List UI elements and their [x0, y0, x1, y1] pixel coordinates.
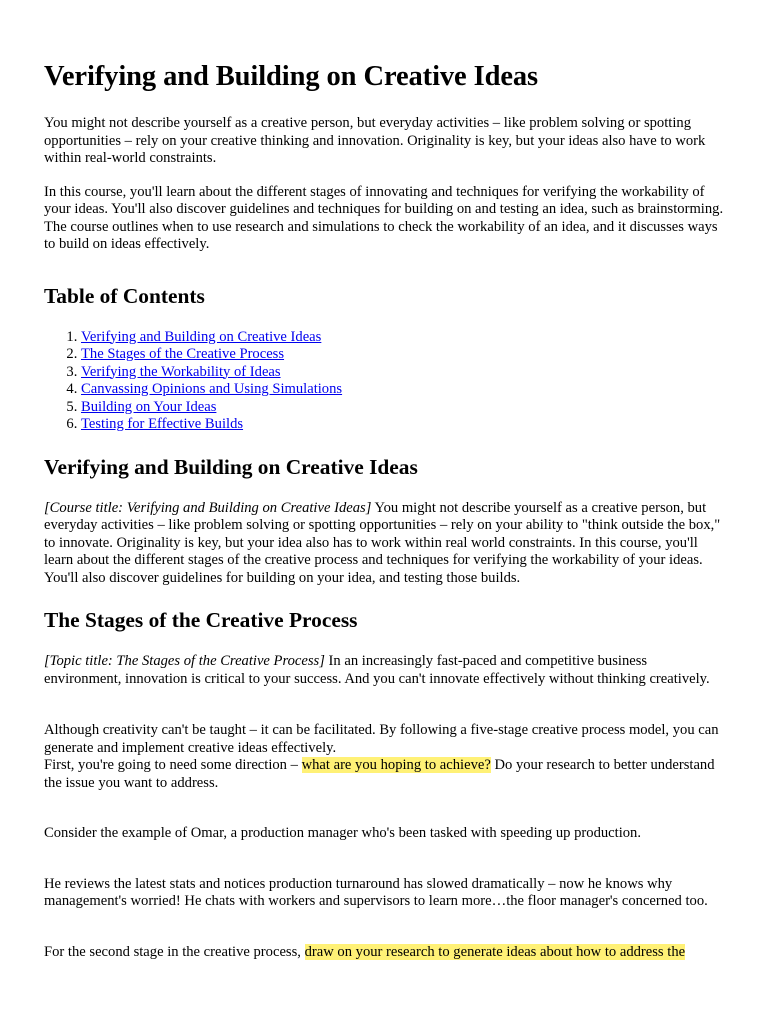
section-2-paragraph-4: He reviews the latest stats and notices production turnaround has slowed dramatically – now he knows why management's worried! He chats with workers and supervisors to learn more…the floor manager's concerned too.	[44, 875, 708, 909]
highlighted-text: what are you hoping to achieve?	[301, 757, 491, 773]
section-2-text-5a: For the second stage in the creative process,	[44, 943, 305, 960]
section-2-paragraph-5	[44, 944, 724, 962]
course-title-label: [Course title: Verifying and Building on Creative Ideas]	[44, 499, 372, 516]
toc-link-building[interactable]: Building on Your Ideas	[81, 398, 217, 415]
section-heading-stages: The Stages of the Creative Process	[44, 608, 358, 632]
section-2-text-2a: Although creativity can't be taught – it can be facilitated. By following a five-stage creative process model, you can generate and implement creative ideas effectively.	[44, 722, 719, 756]
section-2-text-2b: First, you're going to need some direction –	[44, 757, 302, 773]
section-1-text: You might not describe yourself as a creative person, but everyday activities – like problem solving or spotting opportunities – rely on your ability to "think outside the box," to innovate. Originality is key, but your idea also has to work within real world constraints. In this course, you'll learn about the different stages of the creative process and techniques for verifying the workability of your ideas. You'll also discover guidelines for building on your idea, and testing those builds.	[44, 499, 721, 586]
page-title: Verifying and Building on Creative Ideas	[44, 61, 539, 92]
toc-item	[81, 346, 724, 364]
toc-link-testing[interactable]: Testing for Effective Builds	[81, 416, 244, 432]
section-1-paragraph	[44, 500, 724, 588]
toc-item	[81, 364, 724, 382]
toc-link-verifying-building[interactable]: Verifying and Building on Creative Ideas	[81, 328, 322, 345]
toc-link-workability[interactable]: Verifying the Workability of Ideas	[81, 363, 281, 380]
toc-item	[81, 329, 724, 347]
toc-link-canvassing[interactable]: Canvassing Opinions and Using Simulations	[81, 381, 343, 397]
topic-title-label: [Topic title: The Stages of the Creative Process]	[44, 653, 325, 669]
section-2-text-1: In an increasingly fast-paced and competitive business environment, innovation is critical to your success. And you can't innovate effectively without thinking creatively.	[44, 653, 710, 687]
section-2-paragraph-3: Consider the example of Omar, a production manager who's been tasked with speeding up production.	[44, 825, 641, 841]
toc-item	[81, 399, 724, 417]
section-2-paragraph-2	[44, 722, 724, 792]
toc-item	[81, 416, 724, 434]
toc-item	[81, 381, 724, 399]
toc-list	[44, 329, 724, 434]
section-heading-verifying-building: Verifying and Building on Creative Ideas	[44, 454, 418, 479]
section-2-text-2c: Do your research to better understand the issue you want to address.	[44, 757, 715, 791]
highlighted-text: draw on your research to generate ideas about how to address the	[304, 943, 686, 960]
toc-heading: Table of Contents	[44, 283, 205, 308]
intro-paragraph-1: You might not describe yourself as a creative person, but everyday activities – like problem solving or spotting opportunities – rely on your creative thinking and innovation. Originality is key, but your ideas also have to work within real-world constraints.	[44, 115, 706, 166]
toc-link-stages[interactable]: The Stages of the Creative Process	[81, 346, 285, 362]
section-2-paragraph-1	[44, 653, 724, 688]
intro-paragraph-2: In this course, you'll learn about the different stages of innovating and techniques for verifying the workability of your ideas. You'll also discover guidelines and techniques for building on and testing an idea, such as brainstorming. The course outlines when to use research and simulations to check the workability of an idea, and it discusses ways to build on ideas effectively.	[44, 183, 724, 252]
